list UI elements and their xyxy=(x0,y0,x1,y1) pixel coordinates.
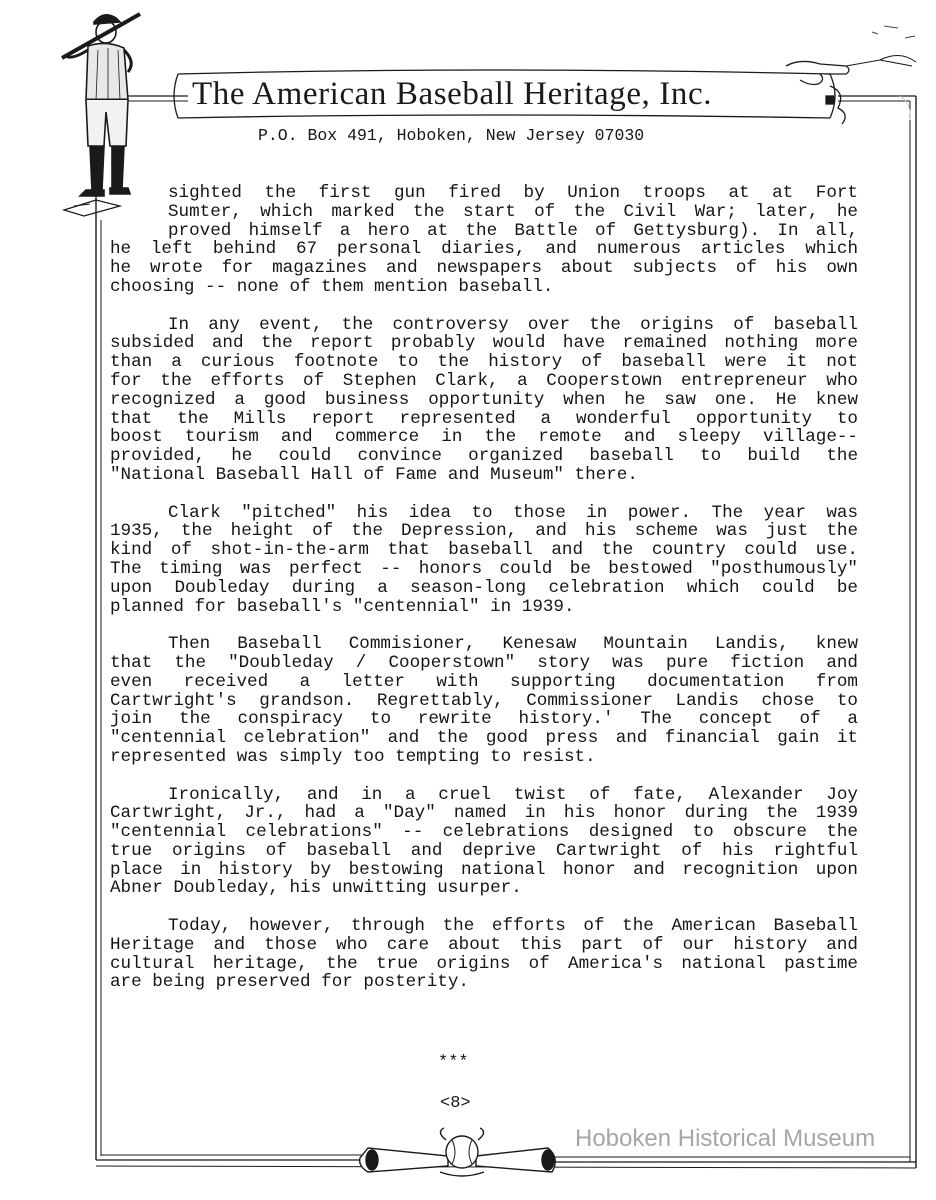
text-line: planned for baseball's "centennial" in 1939. xyxy=(110,596,575,617)
text-line: he left behind 67 personal diaries, and numerous articles which xyxy=(110,239,858,260)
text-line: than a curious footnote to the history of baseball were it not xyxy=(110,352,858,373)
text-line: choosing -- none of them mention baseball. xyxy=(110,276,554,297)
text-line: even received a letter with supporting documentation from xyxy=(110,671,858,692)
text-line: "National Baseball Hall of Fame and Museum" there. xyxy=(110,464,638,485)
text-line: Abner Doubleday, his unwitting usurper. xyxy=(110,878,522,899)
text-line: Ironically, and in a cruel twist of fate, Alexander Joy xyxy=(168,784,858,805)
text-line: Sumter, which marked the start of the Civil War; later, he xyxy=(168,201,858,222)
paragraph xyxy=(110,917,858,992)
page-number: <8> xyxy=(440,1094,471,1113)
text-line: cultural heritage, the true origins of America's national pastime xyxy=(110,953,858,974)
museum-watermark: Hoboken Historical Museum xyxy=(575,1125,876,1152)
text-line: Today, however, through the efforts of the American Baseball xyxy=(168,916,858,937)
text-line: proved himself a hero at the Battle of Gettysburg). In all, xyxy=(168,220,858,241)
text-line: sighted the first gun fired by Union troops at at Fort xyxy=(168,183,858,203)
text-line: that the "Doubleday / Cooperstown" story was pure fiction and xyxy=(110,652,858,673)
text-line: Cartwright's grandson. Regrettably, Commissioner Landis chose to xyxy=(110,690,858,711)
paragraph xyxy=(110,184,858,297)
text-line: The timing was perfect -- honors could be bestowed "posthumously" xyxy=(110,558,858,579)
text-line: In any event, the controversy over the origins of baseball xyxy=(168,314,858,335)
paragraph xyxy=(110,504,858,617)
text-line: represented was simply too tempting to resist. xyxy=(110,746,596,767)
text-line: "centennial celebration" and the good press and financial gain it xyxy=(110,728,858,749)
text-line: he wrote for magazines and newspapers about subjects of his own xyxy=(110,258,858,279)
text-line: are being preserved for posterity. xyxy=(110,972,469,993)
text-line: recognized a good business opportunity when he saw one. He knew xyxy=(110,389,858,410)
text-line: Cartwright, Jr., had a "Day" named in his honor during the 1939 xyxy=(110,803,858,824)
letterhead-title: The American Baseball Heritage, Inc. xyxy=(192,76,713,112)
section-separator: *** xyxy=(438,1053,469,1072)
text-line: upon Doubleday during a season-long celebration which could be xyxy=(110,577,858,598)
letterhead-address: P.O. Box 491, Hoboken, New Jersey 07030 xyxy=(258,126,645,145)
paragraph xyxy=(110,786,858,899)
text-line: place in history by bestowing national honor and recognition upon xyxy=(110,859,858,880)
text-line: true origins of baseball and deprive Cartwright of his rightful xyxy=(110,840,858,861)
body-text xyxy=(110,184,858,992)
text-line: 1935, the height of the Depression, and his scheme was just the xyxy=(110,521,858,542)
paragraph xyxy=(110,635,858,767)
text-line: "centennial celebrations" -- celebrations designed to obscure the xyxy=(110,822,858,843)
text-line: subsided and the report probably would have remained nothing more xyxy=(110,333,858,354)
text-line: kind of shot-in-the-arm that baseball and the country could use. xyxy=(110,540,858,561)
text-line: that the Mills report represented a wonderful opportunity to xyxy=(110,408,858,429)
text-line: provided, he could convince organized baseball to build the xyxy=(110,446,858,467)
text-line: join the conspiracy to rewrite history.' The concept of a xyxy=(110,709,858,730)
text-line: for the efforts of Stephen Clark, a Cooperstown entrepreneur who xyxy=(110,370,858,391)
text-line: Then Baseball Commisioner, Kenesaw Mountain Landis, knew xyxy=(168,634,858,655)
text-line: boost tourism and commerce in the remote and sleepy village-- xyxy=(110,427,858,448)
pointing-hand-icon xyxy=(786,55,916,104)
crossed-bats-ball-icon xyxy=(360,1128,556,1176)
text-line: Heritage and those who care about this part of our history and xyxy=(110,934,858,955)
paragraph xyxy=(110,316,858,485)
text-line: Clark "pitched" his idea to those in power. The year was xyxy=(168,502,858,523)
